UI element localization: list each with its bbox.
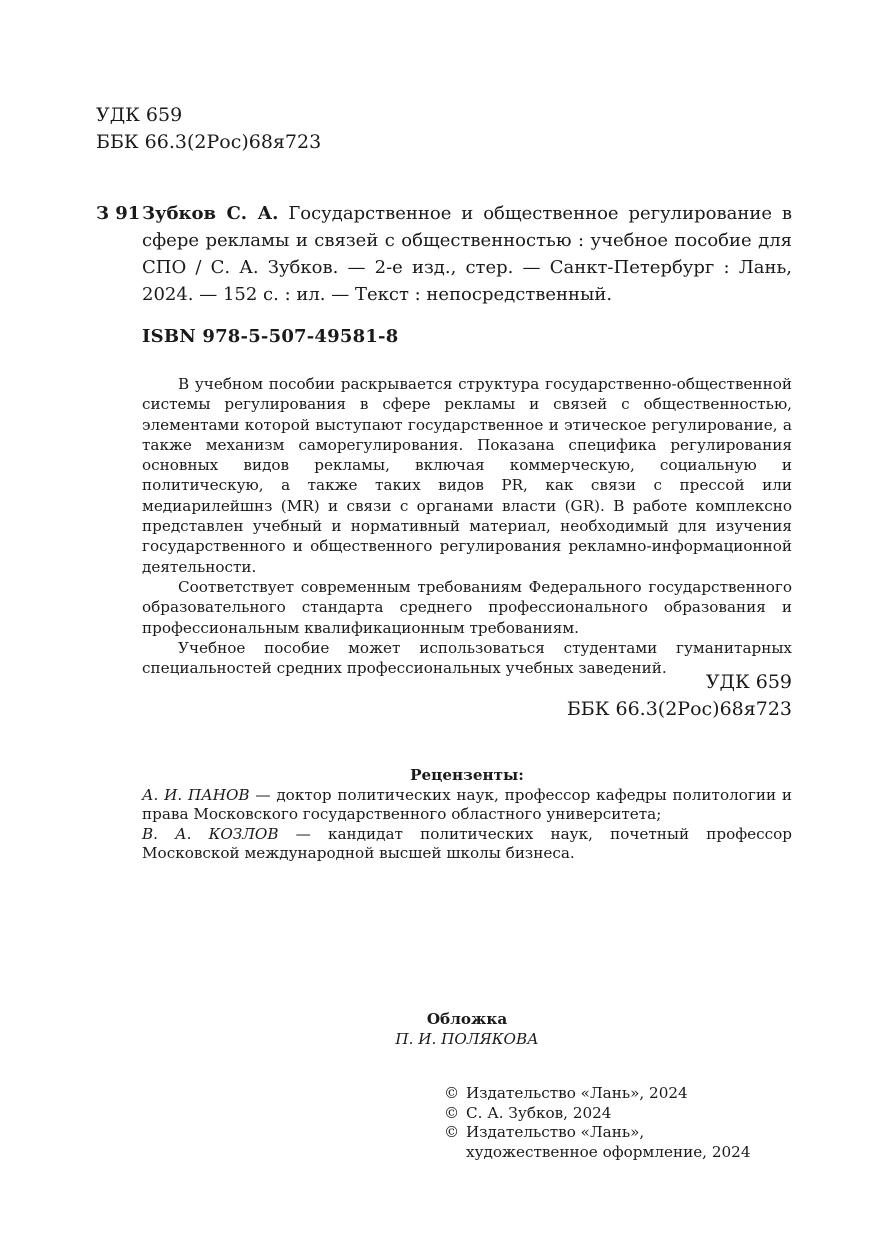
bibliographic-description: Государственное и общественное регулирование в сфере рекламы и связей с общественностью : учебное пособие для СПО / С. А. Зубков. — 2-е изд., стер. — Санкт-Петербург : Лань, 2024. — 152 с. : ил. — Текст : непосредственный.	[142, 203, 792, 305]
copyright-text: С. А. Зубков, 2024	[466, 1103, 612, 1122]
reviewer-description: — доктор политических наук, профессор кафедры политологии и права Московского государственного областного университета;	[142, 785, 792, 823]
top-classification	[96, 102, 321, 156]
cover-credit	[142, 1010, 792, 1049]
bottom-classification	[567, 669, 792, 723]
abstract-paragraph: Соответствует современным требованиям Федерального государственного образовательного стандарта среднего профессионального образования и профессиональным квалификационным требованиям.	[142, 577, 792, 637]
copyright-line	[444, 1104, 751, 1124]
abstract-paragraph: Учебное пособие может использоваться студентами гуманитарных специальностей средних профессиональных учебных заведений.	[142, 638, 792, 678]
abstract-paragraph: В учебном пособии раскрывается структура государственно-общественной системы регулирования в сфере рекламы и связей с общественностью, элементами которой выступают государственное и этическое регулирование, а также механизм саморегулирования. Показана специфика регулирования основных видов рекламы, включая коммерческую, социальную и политическую, а также таких видов PR, как связи с прессой или медиарилейшнз (MR) и связи с органами власти (GR). В работе комплексно представлен учебный и нормативный материал, необходимый для изучения государственного и общественного регулирования рекламно-информационной деятельности.	[142, 375, 792, 576]
bbk-code: ББК 66.3(2Рос)68я723	[96, 131, 322, 153]
copyright-line	[444, 1084, 751, 1104]
udk-code: УДК 659	[96, 104, 183, 126]
udk-code: УДК 659	[705, 671, 792, 693]
reviewer-name: В. А. КОЗЛОВ	[142, 824, 279, 843]
reviewer-name: А. И. ПАНОВ	[142, 785, 250, 804]
copyright-continuation: художественное оформление, 2024	[466, 1142, 751, 1161]
isbn: ISBN 978-5-507-49581-8	[142, 326, 399, 347]
copyright-symbol: ©	[444, 1123, 460, 1142]
cover-title: Обложка	[426, 1010, 508, 1028]
bibliographic-record	[96, 200, 792, 308]
copyright-text: Издательство «Лань»,	[466, 1123, 645, 1142]
copyright-line	[444, 1123, 751, 1143]
copyright-block	[444, 1084, 751, 1162]
author-name: Зубков С. А.	[142, 203, 279, 224]
bbk-code: ББК 66.3(2Рос)68я723	[566, 698, 792, 720]
copyright-text: Издательство «Лань», 2024	[466, 1084, 688, 1102]
bibliographic-entry	[142, 200, 792, 308]
reviewers-title: Рецензенты:	[410, 766, 524, 784]
abstract	[142, 374, 792, 678]
cover-designer: П. И. ПОЛЯКОВА	[395, 1029, 539, 1048]
reviewer-entry	[142, 825, 792, 864]
reviewer-entry	[142, 786, 792, 825]
reviewers	[142, 766, 792, 864]
reviewer-description: — кандидат политических наук, почетный профессор Московской международной высшей школы бизнеса.	[142, 824, 792, 862]
copyright-symbol: ©	[444, 1103, 460, 1122]
author-code: З 91	[96, 203, 141, 224]
copyright-symbol: ©	[444, 1084, 460, 1102]
